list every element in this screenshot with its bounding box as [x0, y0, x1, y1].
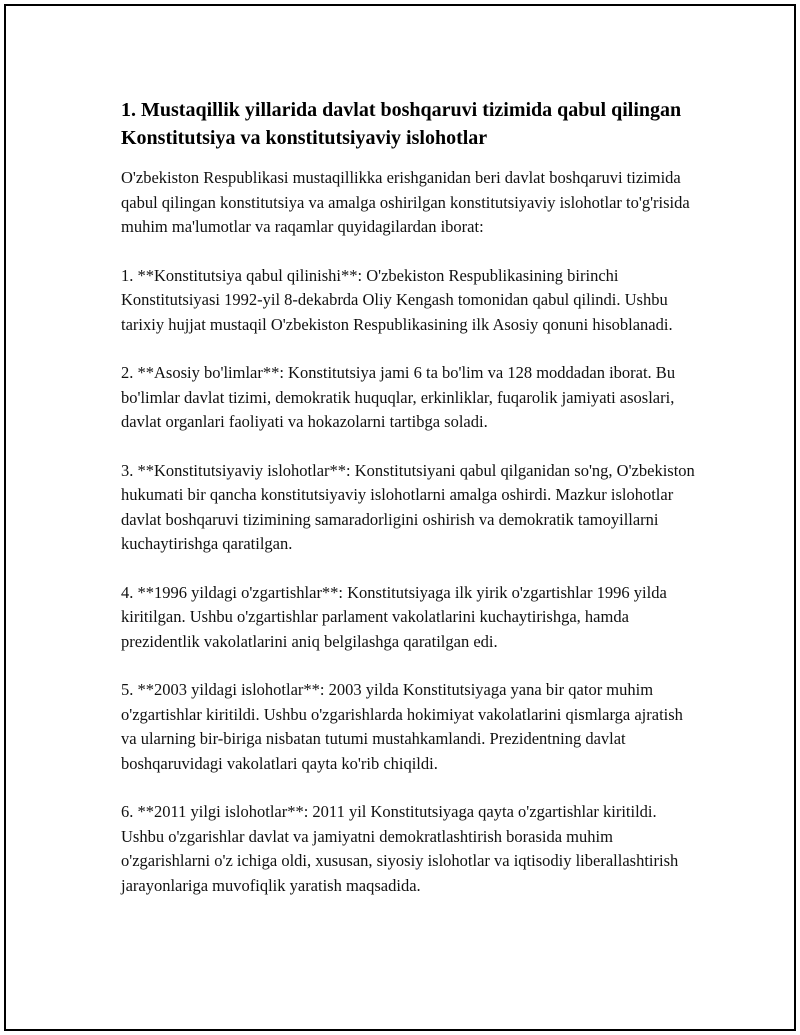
list-item-4: 4. **1996 yildagi o'zgartishlar**: Konstitutsiyaga ilk yirik o'zgartishlar 1996 yilda kiritilgan. Ushbu o'zgartishlar parlament vakolatlarini kuchaytirishga, hamda prezidentlik vakolatlarini aniq belgilashga qaratilgan edi.	[121, 582, 667, 651]
list-item-3: 3. **Konstitutsiyaviy islohotlar**: Konstitutsiyani qabul qilganidan so'ng, O'zbekiston hukumati bir qancha konstitutsiyaviy islohotlarni amalga oshirdi. Mazkur islohotlar davlat boshqaruvi tizimining samaradorligini oshirish va demokratik tamoyillarni kuchaytirishga qaratilgan.	[121, 460, 695, 553]
list-item-2: 2. **Asosiy bo'limlar**: Konstitutsiya jami 6 ta bo'lim va 128 moddadan iborat. Bu bo'limlar davlat tizimi, demokratik huquqlar, erkinliklar, fuqarolik jamiyati asoslari, davlat organlari faoliyati va hokazolarni tartibga soladi.	[121, 363, 676, 431]
intro-paragraph: O'zbekiston Respublikasi mustaqillikka erishganidan beri davlat boshqaruvi tizimida qabul qilingan konstitutsiya va amalga oshirilgan konstitutsiyaviy islohotlar to'g'risida muhim ma'lumotlar va raqamlar quyidagilardan iborat:	[121, 168, 690, 236]
list-item-5: 5. **2003 yildagi islohotlar**: 2003 yilda Konstitutsiyaga yana bir qator muhim o'zgartishlar kiritildi. Ushbu o'zgarishlarda hokimiyat vakolatlarini qismlarga ajratish va ularning bir-biriga nisbatan tutumi mustahkamlandi. Prezidentning davlat boshqaruvidagi vakolatlari qayta ko'rib chiqildi.	[121, 680, 683, 773]
document-title: 1. Mustaqillik yillarida davlat boshqaruvi tizimida qabul qilingan Konstitutsiya va konstitutsiyaviy islohotlar	[121, 99, 682, 149]
document-body	[121, 96, 701, 922]
page-frame	[4, 4, 796, 1031]
list-item-1: 1. **Konstitutsiya qabul qilinishi**: O'zbekiston Respublikasining birinchi Konstitutsiyasi 1992-yil 8-dekabrda Oliy Kengash tomonidan qabul qilindi. Ushbu tarixiy hujjat mustaqil O'zbekiston Respublikasining ilk Asosiy qonuni hisoblanadi.	[121, 265, 673, 334]
list-item-6: 6. **2011 yilgi islohotlar**: 2011 yil Konstitutsiyaga qayta o'zgartishlar kiritildi. Ushbu o'zgarishlar davlat va jamiyatni demokratlashtirish borasida muhim o'zgarishlarni o'z ichiga oldi, xususan, siyosiy islohotlar va iqtisodiy liberallashtirish jarayonlariga muvofiqlik yaratish maqsadida.	[121, 802, 679, 895]
